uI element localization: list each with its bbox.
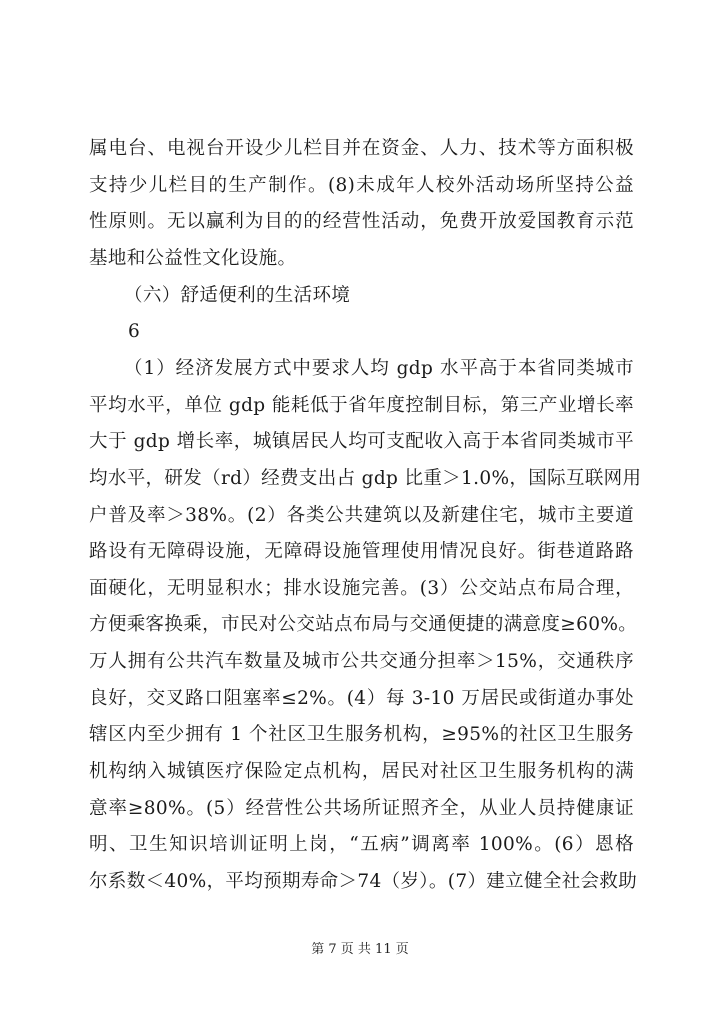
text-line: 意率≥80%。(5）经营性公共场所证照齐全，从业人员持健康证 [89,797,634,819]
text-line: 平均水平，单位 gdp 能耗低于省年度控制目标，第三产业增长率 [89,394,634,416]
text-line: 尔系数＜40%，平均预期寿命＞74（岁）。(7）建立健全社会救助 [89,871,638,892]
section-number: 6 [128,321,141,343]
text-line: 面硬化，无明显积水；排水设施完善。(3）公交站点布局合理， [89,577,634,599]
text-line: 均水平，研发（rd）经费支出占 gdp 比重＞1.0%，国际互联网用 [89,467,642,489]
text-line: 性原则。无以赢利为目的的经营性活动，免费开放爱国教育示范 [89,211,634,233]
text-line: 属电台、电视台开设少儿栏目并在资金、人力、技术等方面积极 [89,138,634,159]
text-line: 户普及率＞38%。(2）各类公共建筑以及新建住宅，城市主要道 [89,504,634,526]
text-line: 方便乘客换乘，市民对公交站点布局与交通便捷的满意度≥60%。 [89,614,638,636]
text-line: 辖区内至少拥有 1 个社区卫生服务机构，≥95%的社区卫生服务 [89,724,634,746]
text-line: 机构纳入城镇医疗保险定点机构，居民对社区卫生服务机构的满 [89,761,634,783]
text-line: 明、卫生知识培训证明上岗，“五病”调离率 100%。(6）恩格 [89,834,634,856]
section-heading: （六）舒适便利的生活环境 [124,284,351,306]
text-line: 万人拥有公共汽车数量及城市公共交通分担率＞15%，交通秩序 [89,651,634,673]
text-line: 基地和公益性文化设施。 [89,247,297,269]
page-footer: 第 7 页 共 11 页 [311,942,409,957]
text-line: （1）经济发展方式中要求人均 gdp 水平高于本省同类城市 [124,357,634,379]
text-line: 路设有无障碍设施，无障碍设施管理使用情况良好。街巷道路路 [89,541,634,563]
text-line: 良好，交叉路口阻塞率≤2%。(4）每 3-10 万居民或街道办事处 [89,687,634,709]
text-line: 大于 gdp 增长率，城镇居民人均可支配收入高于本省同类城市平 [89,431,634,453]
text-line: 支持少儿栏目的生产制作。(8)未成年人校外活动场所坚持公益 [89,174,634,196]
